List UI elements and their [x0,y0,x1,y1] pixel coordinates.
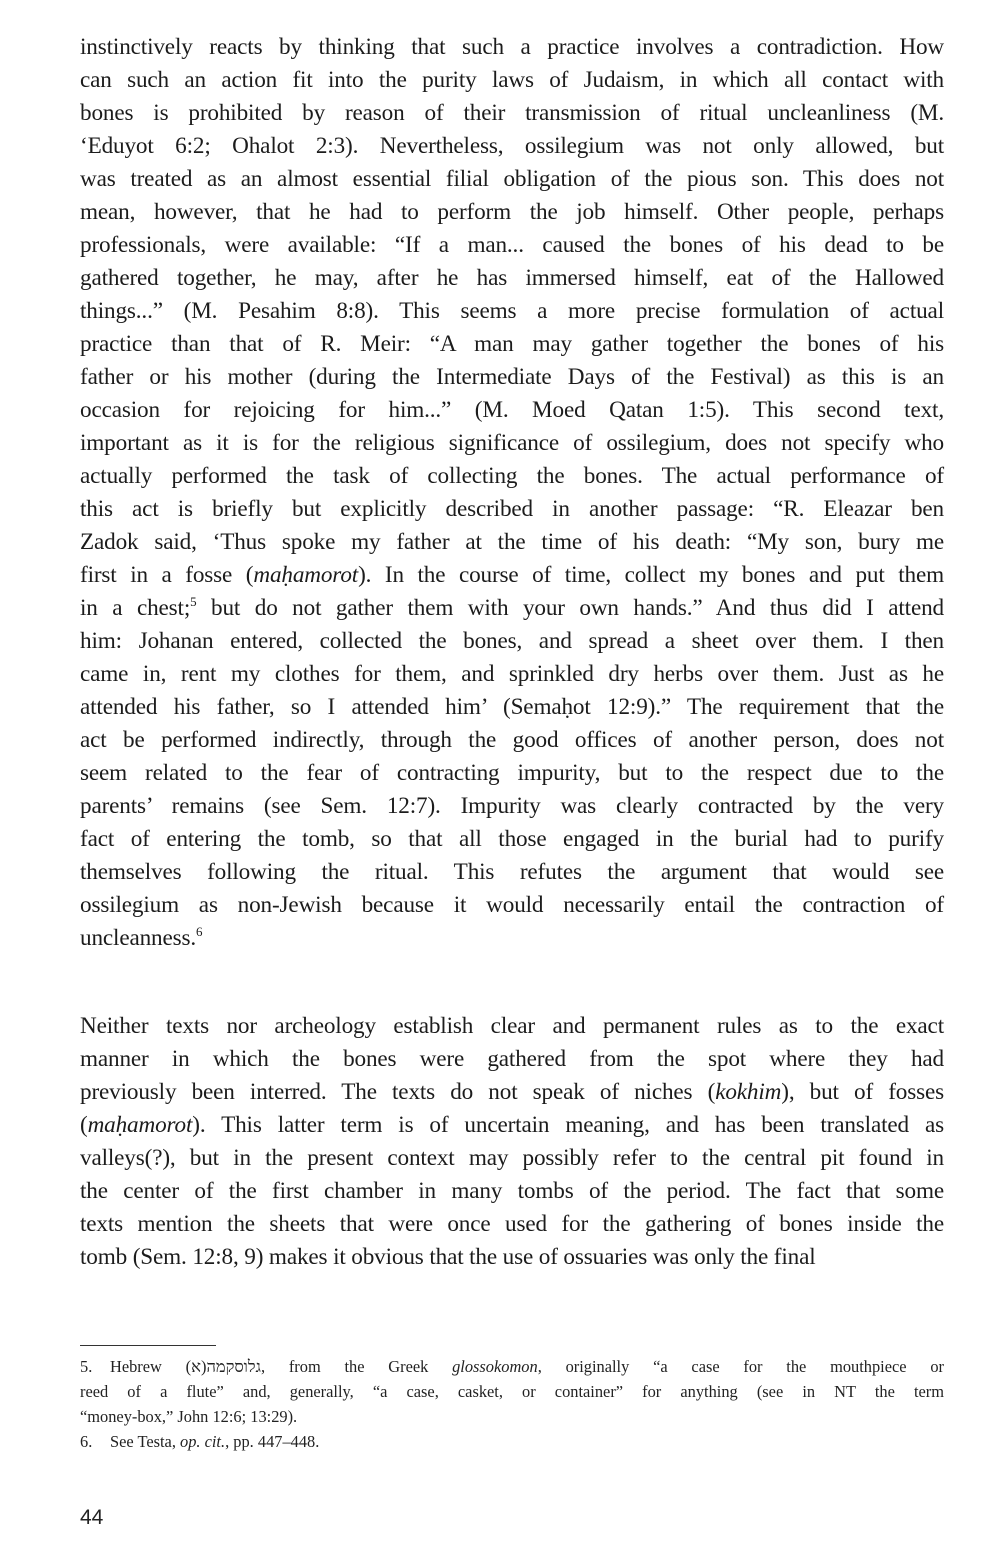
text-line: mean, however, that he had to perform the job himself. Other people, perhaps [80,199,944,225]
text-line: manner in which the bones were gathered from the spot where they had [80,1046,944,1072]
text-line: Zadok said, ‘Thus spoke my father at the time of his death: “My son, bury me [80,529,944,555]
text-line: attended his father, so I attended him’ (Semaḥot 12:9).” The requirement that the [80,694,944,720]
footnotes [80,1354,944,1454]
text-line: ossilegium as non-Jewish because it would necessarily entail the contraction of [80,892,944,918]
footnote-number: 5. [80,1357,93,1376]
italic-term: kokhim [715,1079,782,1105]
text-line: previously been interred. The texts do not speak of niches (kokhim), but of fosses [80,1079,944,1105]
italic-term: op. cit. [180,1432,226,1451]
text-line: can such an action fit into the purity laws of Judaism, in which all contact with [80,67,944,93]
text-line: was treated as an almost essential filial obligation of the pious son. This does not [80,166,944,192]
text-line: important as it is for the religious significance of ossilegium, does not specify who [80,430,944,456]
text-line: first in a fosse (maḥamorot). In the course of time, collect my bones and put them [80,562,945,588]
text-line: act be performed indirectly, through the good offices of another person, does not [80,727,944,753]
italic-term: glossokomon [452,1357,538,1376]
text-line: this act is briefly but explicitly described in another passage: “R. Eleazar ben [80,496,944,522]
text-line: seem related to the fear of contracting impurity, but to the respect due to the [80,760,944,786]
text-line: came in, rent my clothes for them, and sprinkled dry herbs over them. Just as he [80,661,944,687]
text-line: him: Johanan entered, collected the bones, and spread a sheet over them. I then [80,628,944,654]
footnote-number: 6. [80,1432,93,1451]
paragraph-2 [80,1010,944,1274]
page-number: 44 [80,1506,104,1529]
text-line: (maḥamorot). This latter term is of uncertain meaning, and has been translated as [80,1112,944,1138]
text-line: uncleanness.$^6$ [80,924,203,951]
text-line: occasion for rejoicing for him...” (M. Moed Qatan 1:5). This second text, [80,397,944,423]
text-line: professionals, were available: “If a man... caused the bones of his dead to be [80,232,944,258]
text-line: valleys(?), but in the present context may possibly refer to the central pit found in [80,1145,944,1171]
footnote-reference[interactable]: 6 [196,924,203,939]
text-line: father or his mother (during the Intermediate Days of the Festival) as this is an [80,364,944,390]
footnote-line: 6. See Testa, op. cit., pp. 447–448. [80,1429,944,1454]
text-line: the center of the first chamber in many tombs of the period. The fact that some [80,1178,944,1204]
text-line: fact of entering the tomb, so that all those engaged in the burial had to purify [80,826,944,852]
text-line: gathered together, he may, after he has immersed himself, eat of the Hallowed [80,265,944,291]
text-line: parents’ remains (see Sem. 12:7). Impurity was clearly contracted by the very [80,793,944,819]
footnote-line: 5. Hebrew (א)גלוסקמה, from the Greek glossokomon, originally “a case for the mouthpiece or [80,1354,944,1379]
text-line: instinctively reacts by thinking that such a practice involves a contradiction. How [80,34,944,60]
footnote-line: “money-box,” John 12:6; 13:29). [80,1407,298,1426]
text-line: bones is prohibited by reason of their transmission of ritual uncleanliness (M. [80,100,944,126]
text-line: things...” (M. Pesahim 8:8). This seems a more precise formulation of actual [80,298,944,324]
text-line: Neither texts nor archeology establish clear and permanent rules as to the exact [80,1013,944,1039]
footnote-reference[interactable]: 5 [190,594,197,609]
text-line: texts mention the sheets that were once used for the gathering of bones inside the [80,1211,944,1237]
text-line: in a chest;$^5$ but do not gather them with your own hands.” And thus did I attend [80,594,944,621]
text-line: ‘Eduyot 6:2; Ohalot 2:3). Nevertheless, ossilegium was not only allowed, but [80,133,944,159]
text-line: tomb (Sem. 12:8, 9) makes it obvious that the use of ossuaries was only the final [80,1244,816,1270]
italic-term: maḥamorot [87,1112,193,1138]
italic-term: maḥamorot [253,562,359,588]
text-line: themselves following the ritual. This refutes the argument that would see [80,859,944,885]
text-line: actually performed the task of collecting the bones. The actual performance of [80,463,944,489]
footnote-separator-rule [80,1345,216,1346]
paragraph-1 [80,31,944,955]
footnote-line: reed of a flute” and, generally, “a case, casket, or container” for anything (see in NT the term [80,1382,944,1401]
text-line: practice than that of R. Meir: “A man may gather together the bones of his [80,331,944,357]
